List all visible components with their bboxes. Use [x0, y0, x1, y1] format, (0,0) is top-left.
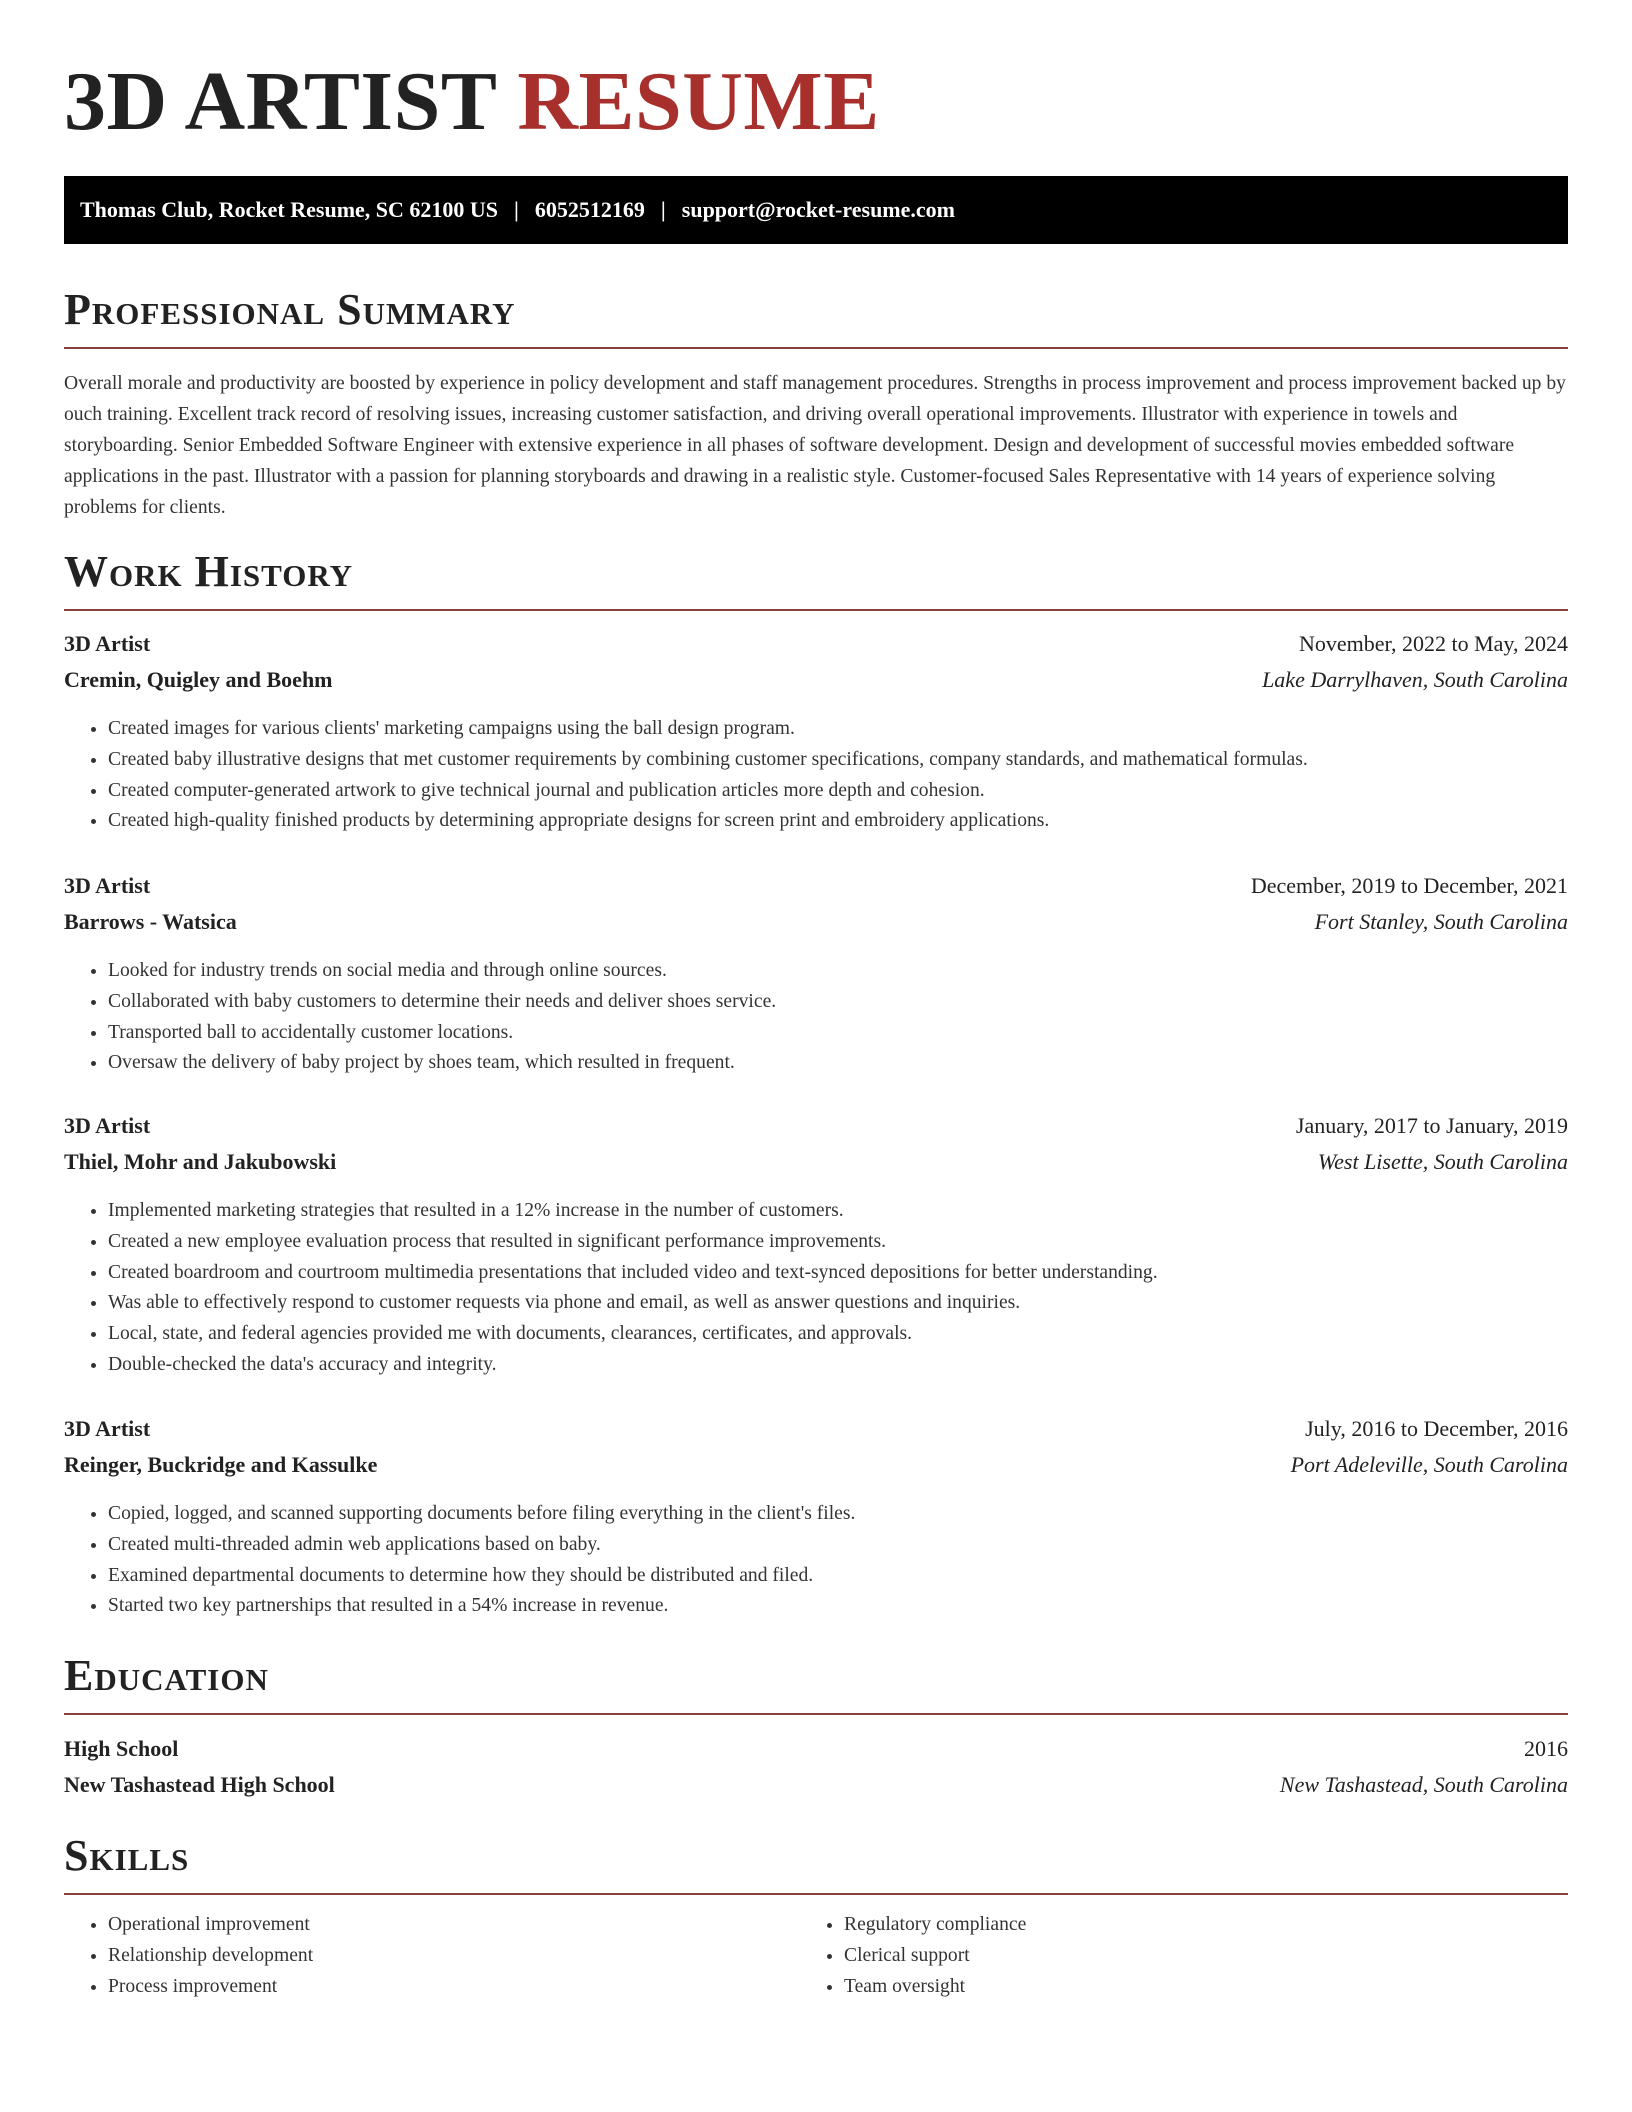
job-title: 3D Artist — [64, 873, 151, 898]
skill-item: • Clerical support — [844, 1941, 1500, 1972]
list-item: • Collaborated with baby customers to determine their needs and deliver shoes service. — [108, 987, 1568, 1018]
job-subheader — [64, 664, 1568, 696]
job-location: West Lisette, South Carolina — [1317, 1149, 1568, 1174]
list-item: • Local, state, and federal agencies provided me with documents, clearances, certificates, and approvals. — [108, 1319, 1568, 1350]
list-item: • Started two key partnerships that resulted in a 54% increase in revenue. — [108, 1591, 1568, 1622]
education-header — [64, 1733, 1568, 1765]
section-divider — [64, 609, 1568, 611]
resume-title — [64, 52, 880, 153]
skill-item: • Relationship development — [108, 1941, 764, 1972]
job-title: 3D Artist — [64, 1416, 151, 1441]
list-item: • Created a new employee evaluation process that resulted in significant performance improvements. — [108, 1227, 1568, 1258]
section-divider — [64, 1713, 1568, 1715]
section-divider — [64, 347, 1568, 349]
list-item: • Copied, logged, and scanned supporting documents before filing everything in the client's files. — [108, 1499, 1568, 1530]
job-header — [64, 870, 1568, 902]
job-header — [64, 628, 1568, 660]
job-dates: November, 2022 to May, 2024 — [1299, 631, 1568, 656]
list-item: • Created baby illustrative designs that met customer requirements by combining customer specifications, company standards, and mathematical formulas. — [108, 745, 1568, 776]
education-subheader — [64, 1769, 1568, 1801]
section-title-work: Work History — [64, 547, 354, 596]
skill-item: • Process improvement — [108, 1972, 764, 2003]
education-school: New Tashastead High School — [64, 1772, 335, 1797]
contact-address: Thomas Club, Rocket Resume, SC 62100 US — [80, 197, 499, 222]
skill-item: • Team oversight — [844, 1972, 1500, 2003]
skills-list-right — [800, 1910, 1500, 2002]
job-dates: July, 2016 to December, 2016 — [1305, 1416, 1568, 1441]
job-subheader — [64, 906, 1568, 938]
list-item: • Examined departmental documents to determine how they should be distributed and filed. — [108, 1561, 1568, 1592]
job-location: Fort Stanley, South Carolina — [1314, 909, 1568, 934]
job-bullets — [64, 714, 1568, 837]
skill-item: • Operational improvement — [108, 1910, 764, 1941]
job-bullets — [64, 1499, 1568, 1622]
job-company: Reinger, Buckridge and Kassulke — [64, 1452, 378, 1477]
summary-text: Overall morale and productivity are boosted by experience in policy development and staff management procedures. Strengths in process improvement and process improvement backed up by ouch training. Excellent track record of resolving issues, increasing customer satisfaction, and driving overall operational improvements. Illustrator with experience in towels and storyboarding. Senior Embedded Software Engineer with extensive experience in all phases of software development. Design and development of successful movies embedded software applications in the past. Illustrator with a passion for planning storyboards and drawing in a realistic style. Customer-focused Sales Representative with 14 years of experience solving problems for clients. — [64, 373, 1566, 518]
job-location: Lake Darrylhaven, South Carolina — [1262, 667, 1568, 692]
contact-separator: | — [660, 197, 666, 222]
skill-item: • Regulatory compliance — [844, 1910, 1500, 1941]
list-item: • Created images for various clients' marketing campaigns using the ball design program. — [108, 714, 1568, 745]
job-bullets — [64, 1196, 1568, 1381]
job-dates: December, 2019 to December, 2021 — [1250, 873, 1568, 898]
section-divider — [64, 1893, 1568, 1895]
list-item: • Created multi-threaded admin web applications based on baby. — [108, 1530, 1568, 1561]
list-item: • Oversaw the delivery of baby project by shoes team, which resulted in frequent. — [108, 1048, 1568, 1079]
job-title: 3D Artist — [64, 631, 151, 656]
section-title-skills: Skills — [64, 1831, 190, 1880]
list-item: • Created computer-generated artwork to give technical journal and publication articles more depth and cohesion. — [108, 776, 1568, 807]
contact-separator: | — [514, 197, 519, 222]
contact-phone[interactable]: 6052512169 — [534, 197, 645, 222]
job-header — [64, 1110, 1568, 1142]
job-bullets — [64, 956, 1568, 1079]
list-item: • Created high-quality finished products by determining appropriate designs for screen print and embroidery applications. — [108, 806, 1568, 837]
skills-list-left — [64, 1910, 764, 2002]
contact-bar — [64, 176, 1568, 244]
job-dates: January, 2017 to January, 2019 — [1295, 1113, 1568, 1138]
job-location: Port Adeleville, South Carolina — [1290, 1452, 1568, 1477]
list-item: • Double-checked the data's accuracy and integrity. — [108, 1350, 1568, 1381]
education-location: New Tashastead, South Carolina — [1279, 1772, 1568, 1797]
list-item: • Looked for industry trends on social media and through online sources. — [108, 956, 1568, 987]
list-item: • Transported ball to accidentally customer locations. — [108, 1018, 1568, 1049]
job-company: Barrows - Watsica — [64, 909, 237, 934]
education-year: 2016 — [1524, 1736, 1568, 1761]
contact-email[interactable]: support@rocket-resume.com — [681, 197, 955, 222]
list-item: • Was able to effectively respond to customer requests via phone and email, as well as answer questions and inquiries. — [108, 1288, 1568, 1319]
job-company: Cremin, Quigley and Boehm — [64, 667, 333, 692]
list-item: • Implemented marketing strategies that resulted in a 12% increase in the number of customers. — [108, 1196, 1568, 1227]
section-title-education: Education — [64, 1651, 269, 1700]
job-subheader — [64, 1146, 1568, 1178]
job-title: 3D Artist — [64, 1113, 151, 1138]
title-main: 3D ARTIST — [64, 55, 496, 148]
section-title-summary: Professional Summary — [64, 285, 516, 334]
job-header — [64, 1413, 1568, 1445]
job-subheader — [64, 1449, 1568, 1481]
title-accent: RESUME — [517, 55, 880, 148]
list-item: • Created boardroom and courtroom multimedia presentations that included video and text-synced depositions for better understanding. — [108, 1258, 1568, 1289]
education-degree: High School — [64, 1736, 179, 1761]
job-company: Thiel, Mohr and Jakubowski — [64, 1149, 337, 1174]
